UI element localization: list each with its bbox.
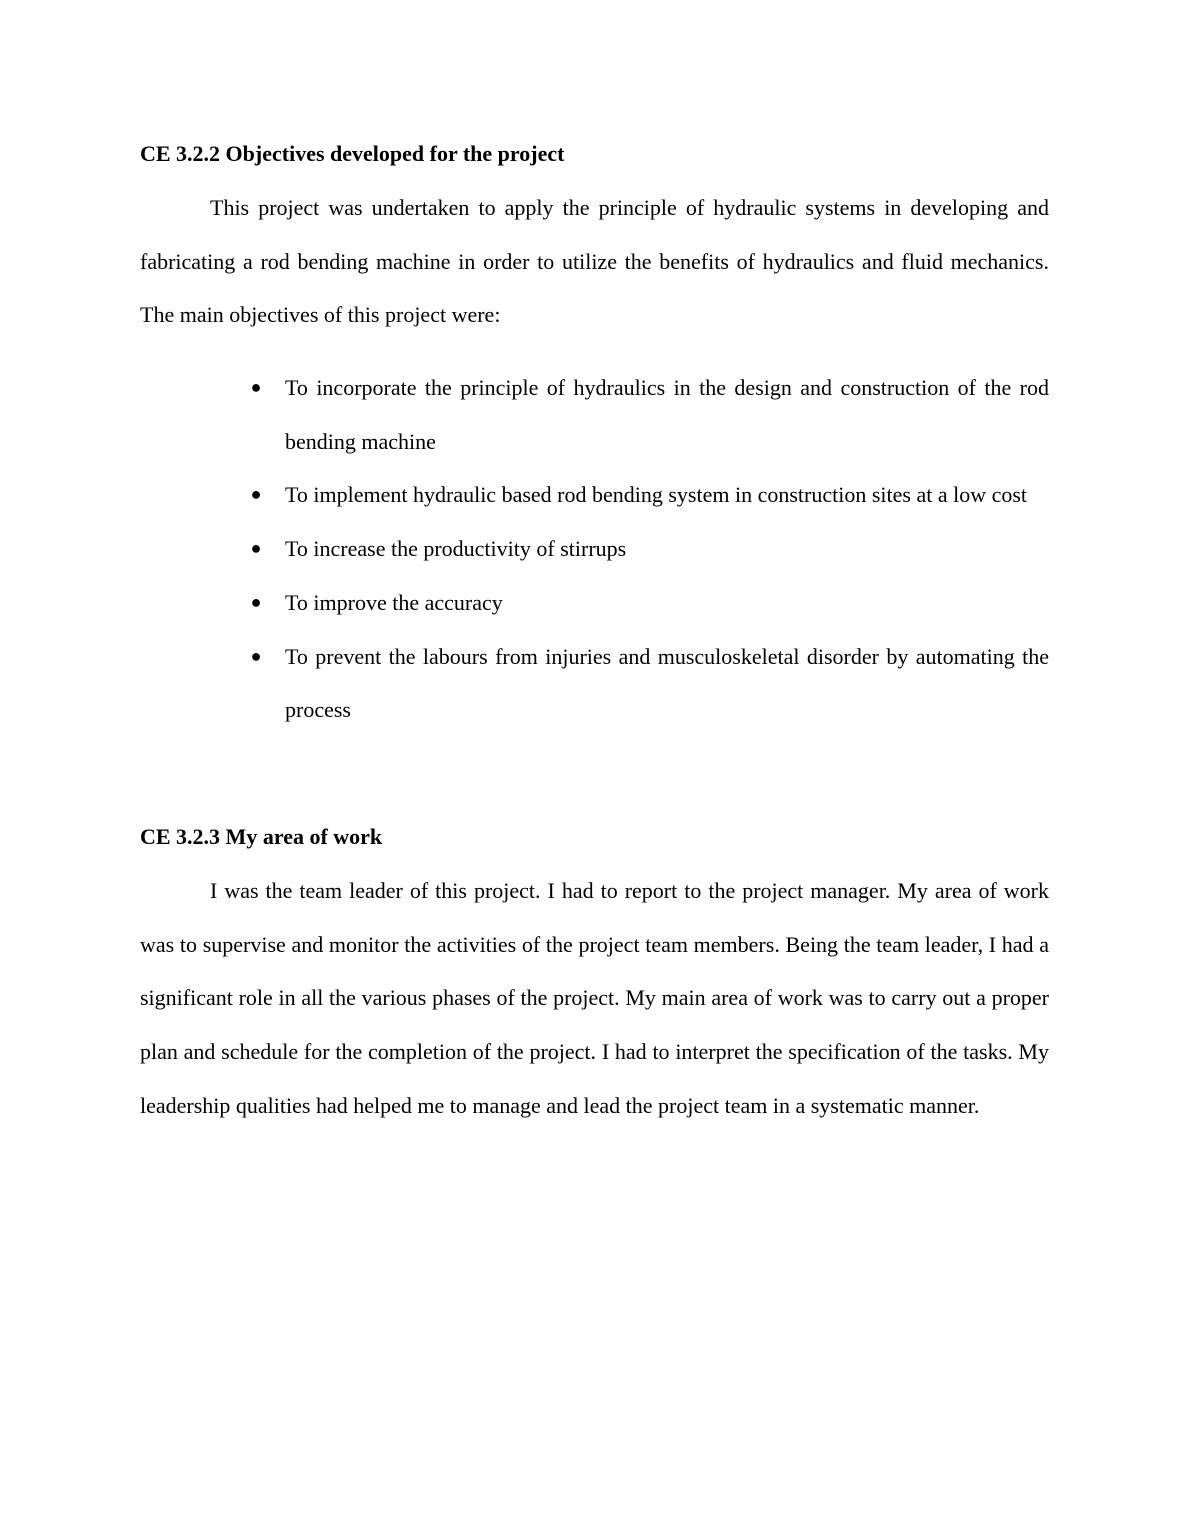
list-item — [140, 468, 1049, 522]
list-item-text: To increase the productivity of stirrups — [285, 536, 627, 562]
bullet-icon: ● — [250, 645, 262, 666]
bullet-icon: ● — [250, 591, 262, 612]
bullet-icon: ● — [250, 538, 262, 559]
list-item-text: To prevent the labours from injuries and musculoskeletal disorder by automating the process — [285, 643, 1049, 723]
section-heading-objectives: CE 3.2.2 Objectives developed for the project — [140, 141, 565, 166]
bullet-icon: ● — [250, 377, 262, 397]
list-item — [140, 576, 1049, 630]
list-item-text: To improve the accuracy — [285, 589, 503, 615]
objectives-intro-paragraph: This project was undertaken to apply the principle of hydraulic systems in developing and fabricating a rod bending machine in order to utilize the benefits of hydraulics and fluid mechanics. The main objectives of this project were: — [140, 195, 1049, 328]
list-item-text: To incorporate the principle of hydraulics in the design and construction of the rod bending machine — [285, 375, 1049, 454]
list-item — [140, 630, 1049, 737]
list-item — [140, 361, 1049, 468]
list-item — [140, 522, 1049, 576]
section-heading-area-of-work: CE 3.2.3 My area of work — [140, 824, 383, 849]
bullet-icon: ● — [250, 484, 262, 505]
area-of-work-paragraph: I was the team leader of this project. I had to report to the project manager. My area of work was to supervise and monitor the activities of the project team members. Being the team leader, I had a significant role in all the various phases of the project. My main area of work was to carry out a proper plan and schedule for the completion of the project. I had to interpret the specification of the tasks. My leadership qualities had helped me to manage and lead the project team in a systematic manner. — [140, 878, 1049, 1118]
objectives-list — [140, 361, 1049, 737]
list-item-text: To implement hydraulic based rod bending system in construction sites at a low cost — [285, 482, 1028, 508]
